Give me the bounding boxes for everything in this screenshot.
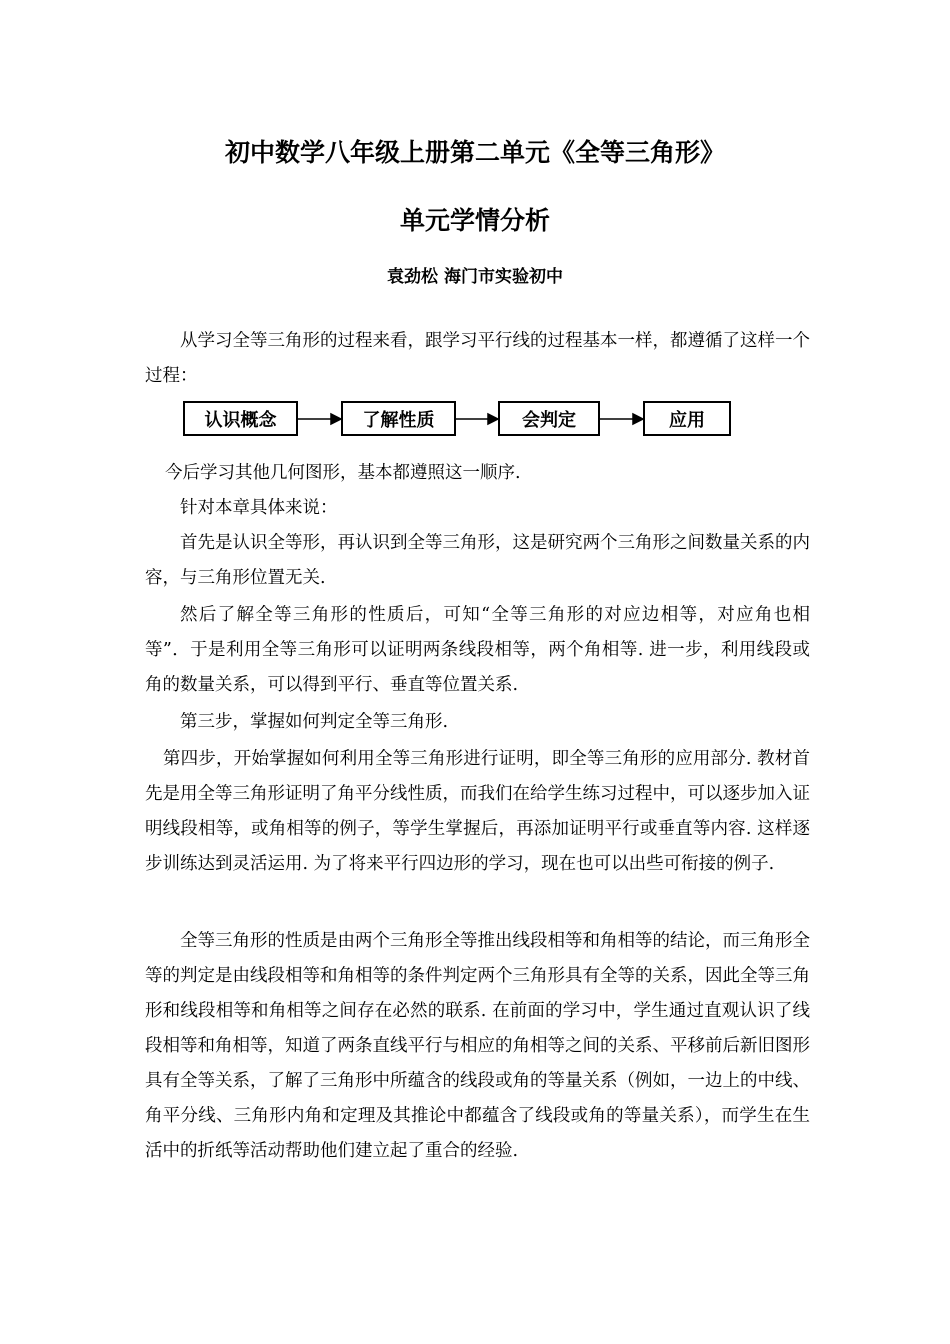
author-line: 袁劲松 海门市实验初中 <box>387 267 563 287</box>
paragraph-chapter-intro: 针对本章具体来说： <box>180 498 338 518</box>
flow-step-apply: 应用 <box>643 401 731 436</box>
paragraph-step4: 第四步，开始掌握如何利用全等三角形进行证明，即全等三角形的应用部分. 教材首先是用全等三角形证明了角平分线性质，而我们在给学生练习过程中，可以逐步加入证明线段相等，或角相等的例子，等学生掌握后，再添加证明平行或垂直等内容. 这样逐步训练达到灵活运用. 为了将来平行四边形的学习，现在也可以出些可衔接的例子. <box>145 749 810 874</box>
paragraph-order: 今后学习其他几何图形，基本都遵照这一顺序. <box>165 463 521 483</box>
arrow-2-head <box>488 414 498 424</box>
paragraph-step2: 然后了解全等三角形的性质后，可知“全等三角形的对应边相等，对应角也相等”．于是利用全等三角形可以证明两条线段相等，两个角相等. 进一步，利用线段或角的数量关系，可以得到平行、垂直等位置关系. <box>145 605 810 695</box>
flow-step-concept: 认识概念 <box>183 401 298 436</box>
document-title: 初中数学八年级上册第二单元《全等三角形》 <box>224 138 725 167</box>
flow-intro-paragraph: 从学习全等三角形的过程来看，跟学习平行线的过程基本一样，都遵循了这样一个过程： <box>145 331 810 386</box>
paragraph-step1: 首先是认识全等形，再认识到全等三角形，这是研究两个三角形之间数量关系的内容，与三角形位置无关. <box>145 533 810 588</box>
flow-step-property: 了解性质 <box>341 401 456 436</box>
arrow-1-head <box>331 414 341 424</box>
paragraph-relation: 全等三角形的性质是由两个三角形全等推出线段相等和角相等的结论，而三角形全等的判定是由线段相等和角相等的条件判定两个三角形具有全等的关系，因此全等三角形和线段相等和角相等之间存在必然的联系. 在前面的学习中，学生通过直观认识了线段相等和角相等，知道了两条直线平行与相应的角相等之间的关系、平移前后新旧图形具有全等关系，了解了三角形中所蕴含的线段或角的等量关系（例如，一边上的中线、角平分线、三角形内角和定理及其推论中都蕴含了线段或角的等量关系），而学生在生活中的折纸等活动帮助他们建立起了重合的经验. <box>145 931 810 1161</box>
paragraph-step3: 第三步，掌握如何判定全等三角形. <box>180 712 449 732</box>
flow-step-judge: 会判定 <box>498 401 600 436</box>
document-subtitle: 单元学情分析 <box>399 206 550 235</box>
arrow-3-head <box>633 414 643 424</box>
